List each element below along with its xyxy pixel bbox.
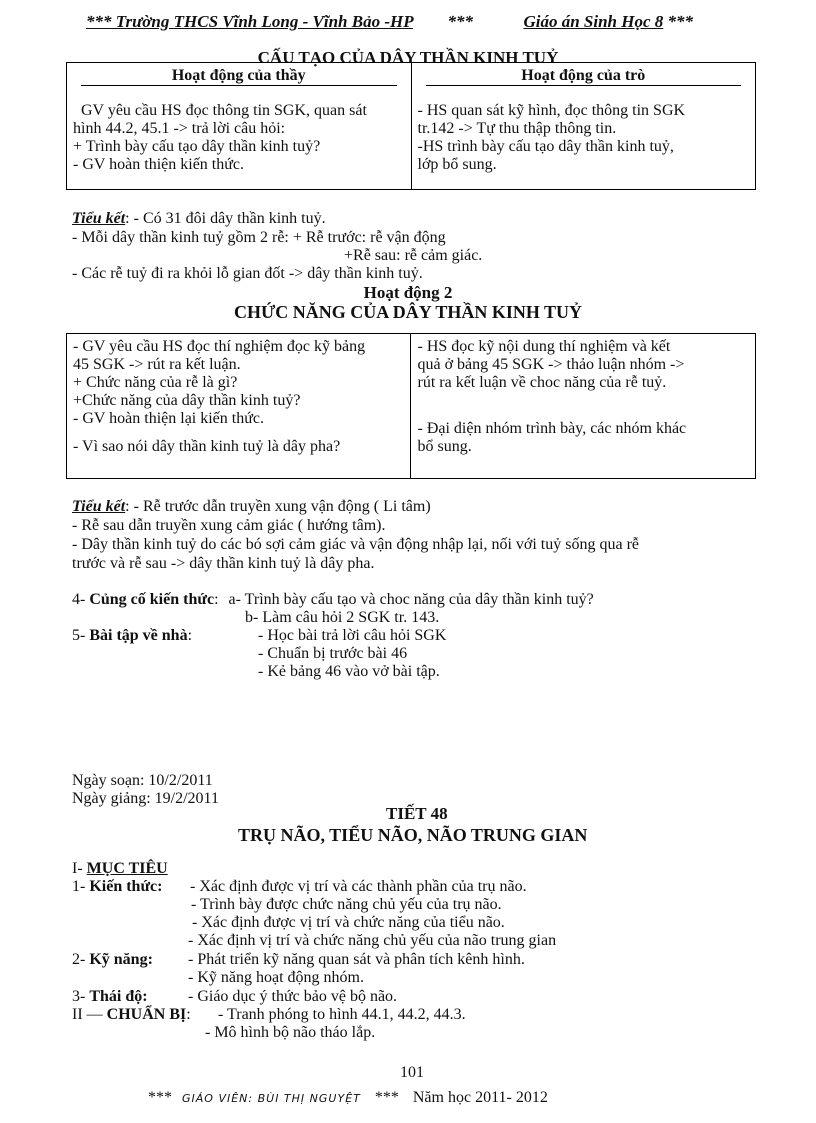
teacher-signature: GIÁO VIÊN: BÙI THỊ NGUYỆT: [182, 1092, 361, 1105]
attitude-item: - Giáo dục ý thức bảo vệ bộ não.: [188, 988, 398, 1005]
objectives-heading: I- MỤC TIÊU: [72, 860, 168, 877]
knowledge-label: 1- Kiến thức:: [72, 878, 163, 895]
consolidation-b: b- Làm câu hỏi 2 SGK tr. 143.: [245, 609, 440, 626]
lesson-title: TRỤ NÃO, TIỂU NÃO, NÃO TRUNG GIAN: [238, 825, 588, 845]
student-line: lớp bổ sung.: [417, 156, 497, 173]
student-column-header: Hoạt động của trò: [426, 67, 742, 86]
student-line: quả ở bảng 45 SGK -> thảo luận nhóm ->: [417, 356, 685, 373]
summary2-line: trước và rễ sau -> dây thần kinh tuỷ là dây pha.: [72, 555, 375, 572]
skills-item: - Phát triển kỹ năng quan sát và phân tích kênh hình.: [188, 951, 525, 968]
teacher-line: + Chức năng của rễ là gì?: [73, 374, 238, 391]
section2-table: [66, 333, 756, 479]
teacher-line: - GV yêu cầu HS đọc thí nghiệm đọc kỹ bảng: [73, 338, 366, 355]
teacher-line: +Chức năng của dây thần kinh tuỷ?: [73, 392, 301, 409]
summary1-line: - Các rễ tuỷ đi ra khỏi lỗ gian đốt -> dây thần kinh tuỷ.: [72, 265, 423, 282]
preparation-item: - Mô hình bộ não tháo lắp.: [205, 1024, 376, 1041]
header-separator: ***: [447, 12, 473, 31]
teacher-line: GV yêu cầu HS đọc thông tin SGK, quan sát: [81, 102, 367, 119]
student-line: rút ra kết luận về choc năng của rễ tuỷ.: [417, 374, 667, 391]
teacher-line: - GV hoàn thiện lại kiến thức.: [73, 410, 264, 427]
teacher-line: - GV hoàn thiện kiến thức.: [73, 156, 245, 173]
summary2-line: - Dây thần kinh tuỷ do các bó sợi cảm giác và vận động nhập lại, nối với tuỷ sống qua rễ: [72, 536, 640, 553]
school-year: Năm học 2011- 2012: [412, 1089, 548, 1106]
homework-item: - Kẻ bảng 46 vào vở bài tập.: [258, 663, 440, 680]
homework-item: - Học bài trả lời câu hỏi SGK: [258, 627, 447, 644]
summary2-line: - Rễ sau dẫn truyền xung cảm giác ( hướng tâm).: [72, 517, 386, 534]
student-line: tr.142 -> Tự thu thập thông tin.: [417, 120, 617, 137]
student-line: bổ sung.: [417, 438, 472, 455]
prep-date: Ngày soạn: 10/2/2011: [72, 772, 213, 789]
summary2-line: Tiểu kết: - Rễ trước dẫn truyền xung vận động ( Li tâm): [72, 498, 431, 515]
section2-title: CHỨC NĂNG CỦA DÂY THẦN KINH TUỶ: [233, 302, 583, 322]
teacher-column: [67, 334, 411, 479]
skills-item: - Kỹ năng hoạt động nhóm.: [188, 969, 364, 986]
knowledge-item: - Xác định được vị trí và chức năng của tiểu não.: [192, 914, 505, 931]
teacher-column: [67, 63, 412, 190]
homework-item: - Chuẩn bị trước bài 46: [258, 645, 408, 662]
skills-label: 2- Kỹ năng:: [72, 951, 153, 968]
preparation-item: - Tranh phóng to hình 44.1, 44.2, 44.3.: [218, 1006, 466, 1023]
page-number: 101: [400, 1064, 424, 1081]
teacher-line: 45 SGK -> rút ra kết luận.: [73, 356, 241, 373]
summary1-line: Tiểu kết: - Có 31 đôi dây thần kinh tuỷ.: [72, 210, 326, 227]
summary1-line: - Mỗi dây thần kinh tuỷ gồm 2 rễ: + Rễ trước: rễ vận động: [72, 229, 446, 246]
student-column: [411, 63, 756, 190]
attitude-label: 3- Thái độ:: [72, 988, 148, 1005]
preparation-heading: II — CHUẨN BỊ:: [72, 1006, 191, 1023]
homework: 5- Bài tập về nhà:: [72, 627, 193, 644]
summary2-label: Tiểu kết: [72, 498, 126, 515]
student-line: - HS quan sát kỹ hình, đọc thông tin SGK: [417, 102, 686, 119]
header-stars: ***: [667, 12, 694, 31]
knowledge-item: - Xác định được vị trí và các thành phần của trụ não.: [190, 878, 527, 895]
summary1-label: Tiểu kết: [72, 210, 126, 227]
section1-table: [66, 62, 756, 190]
knowledge-item: - Xác định vị trí và chức năng chủ yếu của não trung gian: [188, 932, 557, 949]
teacher-column-header: Hoạt động của thầy: [81, 67, 397, 86]
consolidation-label: Củng cố kiến thức: [89, 591, 215, 608]
page-header: [86, 12, 693, 32]
consolidation-a: a- Trình bày cấu tạo và choc năng của dây thần kinh tuỷ?: [228, 591, 594, 608]
student-line: - HS đọc kỹ nội dung thí nghiệm và kết: [417, 338, 671, 355]
lesson-number: TIẾT 48: [386, 804, 448, 823]
section2-label: Hoạt động 2: [363, 283, 453, 302]
student-line: - Đại diện nhóm trình bày, các nhóm khác: [417, 420, 687, 437]
teach-date: Ngày giảng: 19/2/2011: [72, 790, 219, 807]
teacher-line: hình 44.2, 45.1 -> trả lời câu hỏi:: [73, 120, 286, 137]
knowledge-item: - Trình bày được chức năng chủ yếu của trụ não.: [191, 896, 502, 913]
homework-label: Bài tập về nhà: [89, 627, 188, 644]
subject-name: Giáo án Sinh Học 8: [523, 12, 664, 31]
teacher-line: - Vì sao nói dây thần kinh tuỷ là dây pha?: [73, 438, 341, 455]
summary1-line: +Rễ sau: rễ cảm giác.: [344, 247, 483, 264]
student-column: [411, 334, 756, 479]
student-line: -HS trình bày cấu tạo dây thần kinh tuỷ,: [417, 138, 674, 155]
consolidation: 4- Củng cố kiến thức: a- Trình bày cấu tạo và choc năng của dây thần kinh tuỷ?: [72, 591, 594, 608]
section1-title: CẤU TẠO CỦA DÂY THẦN KINH TUỶ: [257, 48, 559, 67]
teacher-line: + Trình bày cấu tạo dây thần kinh tuỷ?: [73, 138, 321, 155]
school-name: *** Trường THCS Vĩnh Long - Vĩnh Bảo -HP: [86, 12, 413, 31]
page-footer: *** GIÁO VIÊN: BÙI THỊ NGUYỆT *** Năm học 2011- 2012: [148, 1089, 548, 1106]
